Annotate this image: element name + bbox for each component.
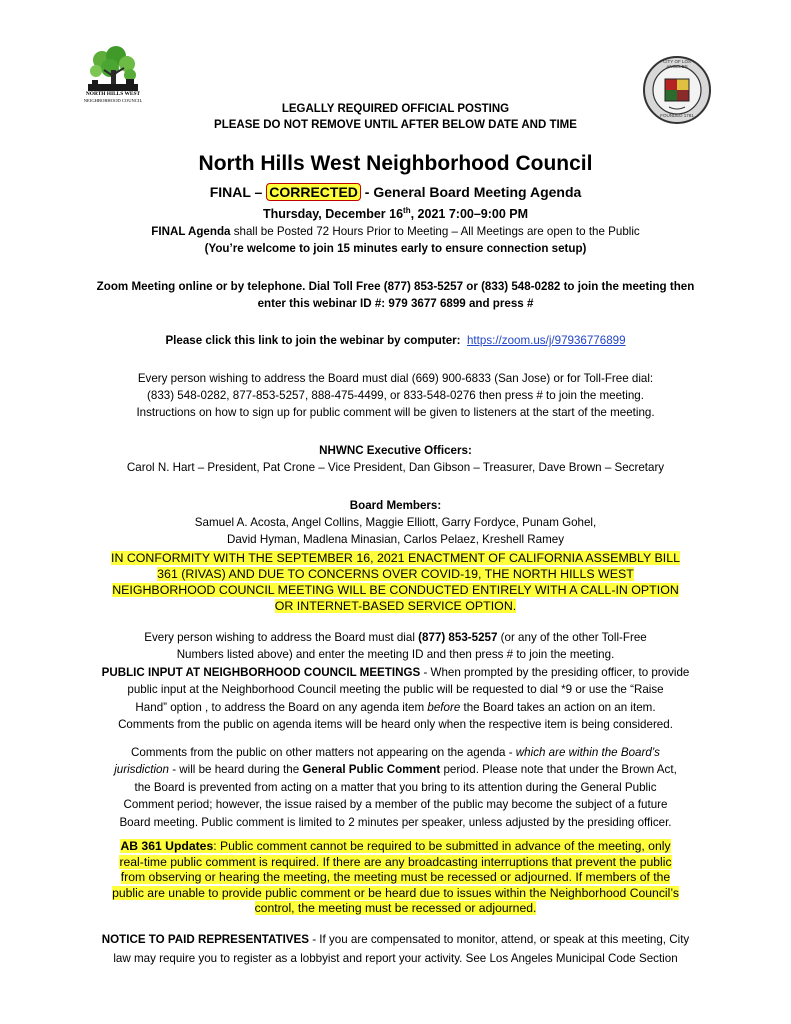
gc-b-italic: jurisdiction [114, 763, 169, 777]
every-line-3: Instructions on how to sign up for public comment will be given to listeners at the start of the meeting. [136, 406, 655, 419]
gc-a: Comments from the public on other matters not appearing on the agenda - [131, 746, 516, 759]
public-input-line-4: public input at the Neighborhood Council meeting the public will be requested to dial *9 or use the “Raise [127, 683, 664, 697]
board-line-2: David Hyman, Madlena Minasian, Carlos Pelaez, Kreshell Ramey [226, 533, 564, 546]
conformity-line-2: 361 (RIVAS) AND DUE TO CONCERNS OVER COVID-19, THE NORTH HILLS WEST [157, 567, 634, 581]
final-agenda-line [40, 223, 751, 240]
webinar-label: Please click this link to join the webinar by computer: [165, 334, 461, 347]
corrected-badge: CORRECTED [266, 183, 361, 201]
public-input-line-2: Numbers listed above) and enter the meeting ID and then press # to join the meeting. [176, 648, 615, 662]
gc-line-4: Comment period; however, the issue raised by a member of the public may become the subject of a future [123, 798, 668, 812]
public-input-line-1 [60, 629, 731, 646]
posting-notice [40, 101, 751, 133]
date-sup: th [403, 206, 411, 215]
posting-line-1: LEGALLY REQUIRED OFFICIAL POSTING [281, 103, 510, 115]
gc-b: - will be heard during the [168, 763, 303, 777]
ab361-l1: : Public comment cannot be required to be submitted in advance of the meeting, only [213, 839, 671, 853]
conformity-line-1: IN CONFORMITY WITH THE SEPTEMBER 16, 2021 ENACTMENT OF CALIFORNIA ASSEMBLY BILL [111, 551, 680, 565]
conformity-line-4: OR INTERNET-BASED SERVICE OPTION. [274, 599, 517, 613]
posting-line-2: PLEASE DO NOT REMOVE UNTIL AFTER BELOW DATE AND TIME [214, 119, 577, 131]
gc-line-5: Board meeting. Public comment is limited to 2 minutes per speaker, unless adjusted by the presiding officer. [119, 815, 672, 829]
ab361-heading: AB 361 Updates [120, 839, 214, 853]
date-suffix: , 2021 7:00–9:00 PM [410, 207, 529, 222]
gc-line-2 [60, 761, 731, 778]
gc-b-bold: General Public Comment [302, 763, 441, 777]
notice-heading: NOTICE TO PAID REPRESENTATIVES [101, 933, 309, 946]
dial-in-instructions [40, 370, 751, 421]
logo-text-2: NEIGHBORHOOD COUNCIL [83, 98, 143, 103]
subtitle-suffix: - General Board Meeting Agenda [360, 184, 582, 200]
seal-text-bottom: FOUNDED 1781 [660, 113, 694, 118]
conformity-notice [72, 550, 719, 614]
paid-representatives-notice [60, 930, 731, 968]
ab361-line-4: public are unable to provide public comment or be heard due to issues within the Neighborhood Council’s [112, 885, 679, 900]
webinar-link[interactable]: https://zoom.us/j/97936776899 [466, 334, 626, 347]
board-heading: Board Members: [349, 499, 442, 512]
welcome-line: (You’re welcome to join 15 minutes early to ensure connection setup) [204, 242, 587, 255]
notice-line-1 [60, 930, 731, 949]
gc-line-3: the Board is prevented from acting on a matter that you bring to its attention during the General Public [134, 780, 657, 794]
zoom-line-2: enter this webinar ID #: 979 3677 6899 and press # [257, 297, 534, 310]
pi-b: (or any of the other Toll-Free [497, 631, 647, 644]
pi-g: the Board takes an action on an item. [460, 700, 656, 714]
gc-a-italic: which are within the Board’s [515, 746, 660, 759]
meeting-date [40, 206, 751, 221]
notice-l1: - If you are compensated to monitor, attend, or speak at this meeting, City [309, 933, 690, 946]
zoom-instructions [40, 278, 751, 312]
final-agenda-bold: FINAL Agenda [151, 225, 231, 238]
executive-names: Carol N. Hart – President, Pat Crone – Vice President, Dan Gibson – Treasurer, Dave Brown – Secretary [126, 461, 665, 474]
ab361-line-1 [120, 839, 670, 853]
final-agenda-rest: shall be Posted 72 Hours Prior to Meeting – All Meetings are open to the Public [230, 225, 640, 238]
every-line-2: (833) 548-0282, 877-853-5257, 888-475-4499, or 833-548-0276 then press # to join the meeting. [147, 389, 644, 402]
agenda-subtitle [40, 184, 751, 200]
tree-logo-icon [82, 44, 144, 106]
pi-before: before [427, 700, 461, 714]
ab361-line-2: real-time public comment is required. If there are any broadcasting interruptions that prevent the public [119, 854, 672, 869]
ab361-line-3: from observing or hearing the meeting, the meeting must be recessed or adjourned. If members of the [120, 870, 671, 885]
public-input-line-5 [60, 699, 731, 716]
notice-line-2: law may require you to register as a lobbyist and report your activity. See Los Angeles Municipal Code Section [113, 952, 678, 965]
ab361-line-5: control, the meeting must be recessed or adjourned. [254, 901, 537, 916]
pi-f: Hand” option , to address the Board on any agenda item [135, 700, 428, 714]
public-input-paragraph [60, 629, 731, 733]
gc-line-1 [60, 744, 731, 761]
board-line-1: Samuel A. Acosta, Angel Collins, Maggie Elliott, Garry Fordyce, Punam Gohel, [194, 516, 597, 529]
general-comment-paragraph [60, 744, 731, 831]
pi-phone: (877) 853-5257 [418, 631, 498, 644]
executive-heading: NHWNC Executive Officers: [319, 444, 472, 457]
logo-text-1: NORTH HILLS WEST [85, 91, 141, 97]
ab361-notice [66, 839, 725, 917]
subtitle-prefix: FINAL – [209, 184, 267, 200]
webinar-link-line [40, 332, 751, 349]
conformity-line-3: NEIGHBORHOOD COUNCIL MEETING WILL BE CONDUCTED ENTIRELY WITH A CALL-IN OPTION [112, 583, 679, 597]
public-input-line-3 [48, 664, 743, 681]
board-members [40, 514, 751, 548]
zoom-line-1: Zoom Meeting online or by telephone. Dial Toll Free (877) 853-5257 or (833) 548-0282 to join the meeting then [96, 280, 695, 293]
every-line-1: Every person wishing to address the Board must dial (669) 900-6833 (San Jose) or for Toll-Free dial: [137, 372, 654, 385]
pi-a: Every person wishing to address the Board must dial [144, 631, 419, 644]
pi-heading: PUBLIC INPUT AT NEIGHBORHOOD COUNCIL MEETINGS [101, 665, 421, 679]
date-prefix: Thursday, December 16 [262, 207, 404, 222]
gc-c: period. Please note that under the Brown Act, [440, 763, 677, 777]
pi-d: - When prompted by the presiding officer, to provide [420, 665, 690, 679]
page-title: North Hills West Neighborhood Council [198, 152, 593, 175]
public-input-line-6: Comments from the public on agenda items will be heard only when the respective item is being considered. [118, 718, 673, 732]
seal-text-top: CITY OF LOS ANGELES [663, 59, 691, 69]
